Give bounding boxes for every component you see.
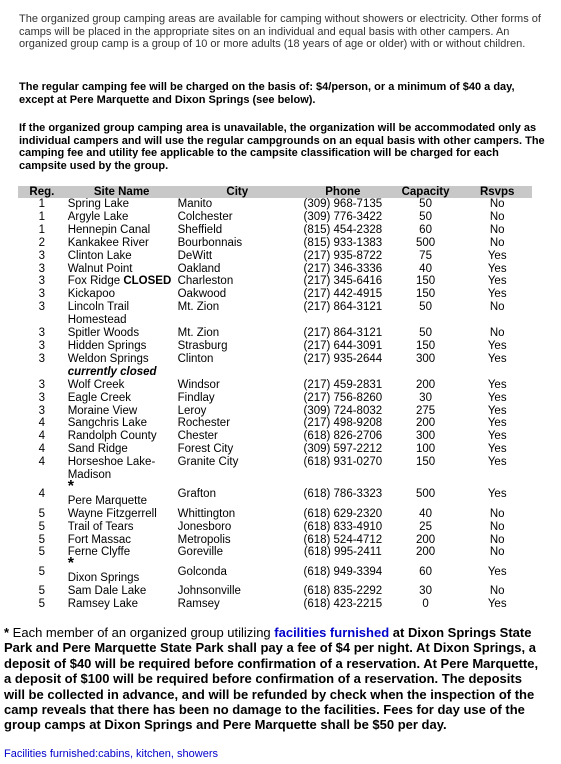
- cell-site: [66, 534, 178, 547]
- cell-capacity: 200: [415, 378, 436, 391]
- table-row: [18, 224, 532, 237]
- table-note-row: [18, 366, 532, 379]
- cell-capacity: 275: [415, 404, 436, 417]
- cell-phone: (217) 864-3121: [303, 301, 383, 314]
- intro-paragraph: The organized group camping areas are available for camping without showers or electricity. Other forms of camps will be placed in the appropriate sites on an individual and equal basis with other campers. An organized group camp is a group of 10 or more adults (18 years of age or older) with or without children.: [19, 13, 541, 51]
- cell-site: [66, 508, 178, 521]
- cell-reg: 4: [38, 430, 46, 443]
- cell-rsvps: Yes: [487, 275, 507, 288]
- cell-phone: (618) 835-2292: [303, 585, 383, 598]
- cell-capacity: 150: [415, 339, 436, 352]
- cell-capacity: 300: [415, 430, 436, 443]
- site-name: Kankakee River: [67, 236, 149, 249]
- site-name: Clinton Lake: [67, 249, 132, 262]
- cell-phone: (309) 968-7135: [303, 198, 383, 210]
- table-row: [18, 327, 532, 340]
- cell-capacity: 50: [419, 327, 432, 340]
- cell-capacity: 500: [415, 488, 436, 501]
- cell-site: [66, 263, 178, 276]
- cell-phone: (618) 995-2411: [303, 546, 382, 559]
- site-name: Fox Ridge: [67, 275, 121, 288]
- cell-phone: (618) 833-4910: [303, 520, 383, 533]
- cell-site: [66, 198, 178, 211]
- cell-capacity: 100: [415, 443, 436, 456]
- site-name: Ferne Clyffe: [67, 546, 131, 559]
- cell-city: Manito: [177, 198, 213, 210]
- cell-city: Bourbonnais: [177, 236, 243, 249]
- cell-phone: (815) 454-2328: [303, 223, 383, 236]
- site-name: Dixon Springs: [67, 572, 140, 585]
- cell-site: [66, 301, 178, 327]
- cell-capacity: 150: [415, 456, 436, 469]
- cell-site: [66, 405, 178, 418]
- header-site: Site Name: [66, 186, 178, 198]
- table-row: [18, 379, 532, 392]
- cell-phone: (309) 776-3422: [303, 210, 383, 223]
- cell-reg: 4: [38, 417, 46, 430]
- cell-rsvps: Yes: [487, 430, 507, 443]
- cell-city: Forest City: [177, 443, 234, 456]
- table-row: [18, 405, 532, 418]
- cell-city: Whittington: [177, 507, 236, 520]
- cell-site: [66, 275, 178, 288]
- site-name: Eagle Creek: [67, 391, 131, 404]
- cell-reg: 4: [38, 488, 46, 501]
- site-name: Sangchris Lake: [67, 417, 147, 430]
- table-row: [18, 237, 532, 250]
- cell-rsvps: No: [489, 236, 505, 249]
- table-row: [18, 250, 532, 263]
- cell-site: [66, 443, 178, 456]
- cell-phone: (217) 345-6416: [303, 275, 383, 288]
- cell-phone: (217) 442-4915: [303, 288, 383, 301]
- cell-reg: 3: [38, 249, 46, 262]
- cell-city: Johnsonville: [177, 585, 241, 598]
- site-name: Randolph County: [67, 430, 157, 443]
- cell-site: [66, 430, 178, 443]
- cell-city: Golconda: [177, 565, 227, 578]
- cell-city: Colchester: [177, 210, 233, 223]
- cell-rsvps: Yes: [487, 378, 507, 391]
- site-name: Sand Ridge: [67, 443, 128, 456]
- cell-capacity: 500: [415, 236, 436, 249]
- cell-rsvps: Yes: [487, 488, 507, 501]
- cell-city: Sheffield: [177, 223, 223, 236]
- cell-city: Windsor: [177, 378, 220, 391]
- cell-capacity: 50: [419, 198, 432, 210]
- table-row: [18, 508, 532, 521]
- cell-rsvps: Yes: [487, 288, 507, 301]
- table-row: [18, 288, 532, 301]
- cell-reg: 5: [38, 585, 46, 598]
- table-row: [18, 456, 532, 482]
- cell-phone: (217) 459-2831: [303, 378, 383, 391]
- cell-site: [66, 340, 178, 353]
- site-name: Walnut Point: [67, 262, 133, 275]
- table-row: [18, 211, 532, 224]
- cell-city: Grafton: [177, 488, 216, 501]
- cell-phone: (815) 933-1383: [303, 236, 383, 249]
- cell-reg: 5: [38, 533, 46, 546]
- cell-reg: 3: [38, 391, 46, 404]
- cell-rsvps: No: [489, 507, 505, 520]
- table-row: [18, 301, 532, 327]
- table-row: [18, 417, 532, 430]
- cell-city: Mt. Zion: [177, 327, 220, 340]
- cell-city: DeWitt: [177, 249, 213, 262]
- cell-phone: (217) 935-8722: [303, 249, 383, 262]
- header-reg: Reg.: [18, 186, 66, 198]
- site-name: Spring Lake: [67, 198, 130, 210]
- cell-phone: (309) 597-2212: [303, 443, 383, 456]
- site-name-line2: Madison: [67, 469, 112, 482]
- asterisk-marker: *: [67, 555, 74, 573]
- table-row: [18, 585, 532, 598]
- cell-rsvps: Yes: [487, 339, 507, 352]
- cell-city: Goreville: [177, 546, 223, 559]
- cell-phone: (217) 644-3091: [303, 339, 383, 352]
- site-name: Horseshoe Lake-: [67, 456, 156, 469]
- table-row: [18, 534, 532, 547]
- cell-rsvps: Yes: [487, 352, 507, 365]
- cell-city: Metropolis: [177, 533, 231, 546]
- cell-rsvps: No: [489, 223, 505, 236]
- cell-site: [66, 288, 178, 301]
- cell-capacity: 75: [419, 249, 432, 262]
- cell-capacity: 40: [419, 262, 432, 275]
- cell-reg: 1: [38, 223, 46, 236]
- cell-phone: (217) 498-9208: [303, 417, 383, 430]
- site-name: Kickapoo: [67, 288, 116, 301]
- table-row: [18, 598, 532, 611]
- cell-site: [66, 237, 178, 250]
- header-capacity: Capacity: [389, 186, 463, 198]
- unavailable-paragraph: If the organized group camping area is unavailable, the organization will be accommodated only as individual campers and will use the regular campgrounds on an equal basis with other campers. The camping fee and utility fee applicable to the campsite classification will be charged for each campsite used by the group.: [19, 122, 545, 172]
- cell-capacity: 25: [419, 520, 432, 533]
- cell-phone: (217) 346-3336: [303, 262, 383, 275]
- footnote-text: at Dixon Springs State Park and Pere Marquette State Park shall pay a fee of $4 per night. At Dixon Springs, a deposit of $40 will be required before confirmation of a reservation. At Pere Marquette, a deposit of $100 will be required before confirmation of a reservation. The deposits will be collected in advance, and will be refunded by check when the inspection of the camp reveals that there has been no damage to the facilities. Fees for day use of the group camps at Dixon Springs and Pere Marquette shall be $50 per day.: [4, 625, 539, 733]
- cell-site: [66, 224, 178, 237]
- cell-site: [66, 211, 178, 224]
- cell-reg: 1: [38, 210, 46, 223]
- table-header-row: [18, 186, 532, 198]
- cell-phone: (217) 864-3121: [303, 327, 383, 340]
- cell-rsvps: No: [489, 301, 505, 314]
- cell-site: [66, 555, 178, 585]
- cell-phone: (217) 935-2644: [303, 352, 383, 365]
- cell-reg: 4: [38, 443, 46, 456]
- cell-reg: 4: [38, 456, 46, 469]
- table-row: [18, 443, 532, 456]
- cell-rsvps: Yes: [487, 598, 507, 611]
- cell-site: [66, 379, 178, 392]
- status-note: currently closed: [67, 365, 157, 378]
- site-name: Moraine View: [67, 404, 138, 417]
- cell-city: Oakwood: [177, 288, 227, 301]
- camps-table: [18, 186, 532, 611]
- cell-city: Clinton: [177, 352, 214, 365]
- asterisk-marker: *: [67, 477, 74, 495]
- cell-phone: (618) 423-2215: [303, 598, 383, 611]
- cell-rsvps: No: [489, 533, 505, 546]
- cell-city: Oakland: [177, 262, 221, 275]
- table-row: [18, 263, 532, 276]
- cell-rsvps: No: [489, 585, 505, 598]
- site-name: Argyle Lake: [67, 210, 129, 223]
- site-name: Ramsey Lake: [67, 598, 139, 611]
- site-name: Hennepin Canal: [67, 223, 151, 236]
- cell-reg: 3: [38, 404, 46, 417]
- cell-capacity: 60: [419, 565, 432, 578]
- cell-reg: 3: [38, 339, 46, 352]
- cell-rsvps: No: [489, 198, 505, 210]
- cell-capacity: 200: [415, 417, 436, 430]
- header-phone: Phone: [297, 186, 389, 198]
- cell-rsvps: No: [489, 327, 505, 340]
- site-name: Sam Dale Lake: [67, 585, 147, 598]
- site-name-line2: Homestead: [67, 314, 127, 327]
- cell-city: Findlay: [177, 391, 215, 404]
- footnote-lead: Each member of an organized group utilizing: [9, 625, 275, 640]
- site-name: Fort Massac: [67, 533, 131, 546]
- site-name: Trail of Tears: [67, 520, 134, 533]
- cell-city: Strasburg: [177, 339, 228, 352]
- cell-reg: 5: [38, 598, 46, 611]
- cell-site: [66, 598, 178, 611]
- cell-reg: 3: [38, 378, 46, 391]
- cell-capacity: 300: [415, 352, 436, 365]
- cell-rsvps: No: [489, 210, 505, 223]
- cell-reg: 5: [38, 565, 46, 578]
- site-name: Hidden Springs: [67, 339, 147, 352]
- cell-city: Charleston: [177, 275, 234, 288]
- table-row: [18, 559, 532, 585]
- header-rsvps: Rsvps: [462, 186, 532, 198]
- table-row: [18, 430, 532, 443]
- cell-capacity: 200: [415, 533, 436, 546]
- cell-city: Rochester: [177, 417, 231, 430]
- cell-capacity: 200: [415, 546, 436, 559]
- cell-site: [66, 585, 178, 598]
- cell-phone: (618) 949-3394: [303, 565, 383, 578]
- cell-capacity: 50: [419, 301, 432, 314]
- cell-reg: 2: [38, 236, 46, 249]
- table-row: [18, 275, 532, 288]
- site-name: Wolf Creek: [67, 378, 125, 391]
- cell-reg: 5: [38, 546, 46, 559]
- cell-capacity: 0: [422, 598, 429, 611]
- table-row: [18, 482, 532, 508]
- table-row: [18, 198, 532, 211]
- cell-capacity: 40: [419, 507, 432, 520]
- cell-rsvps: Yes: [487, 249, 507, 262]
- cell-capacity: 30: [419, 391, 432, 404]
- cell-phone: (618) 629-2320: [303, 507, 383, 520]
- site-name: Wayne Fitzgerrell: [67, 507, 157, 520]
- cell-capacity: 30: [419, 585, 432, 598]
- cell-reg: 3: [38, 327, 46, 340]
- cell-capacity: 60: [419, 223, 432, 236]
- cell-site: [66, 250, 178, 263]
- cell-reg: 5: [38, 507, 46, 520]
- cell-rsvps: Yes: [487, 262, 507, 275]
- cell-reg: 3: [38, 275, 46, 288]
- footnote-star: *: [4, 625, 10, 640]
- cell-reg: 1: [38, 198, 46, 210]
- cell-phone: (618) 931-0270: [303, 456, 383, 469]
- cell-rsvps: Yes: [487, 417, 507, 430]
- cell-city: Leroy: [177, 404, 207, 417]
- cell-phone: (618) 786-3323: [303, 488, 383, 501]
- table-row: [18, 392, 532, 405]
- cell-site: [66, 417, 178, 430]
- cell-site: [66, 546, 178, 559]
- facilities-line[interactable]: Facilities furnished:cabins, kitchen, showers: [4, 748, 218, 760]
- cell-phone: (618) 524-4712: [303, 533, 383, 546]
- site-name: Spitler Woods: [67, 327, 140, 340]
- facilities-link[interactable]: facilities furnished: [274, 625, 390, 640]
- cell-capacity: 150: [415, 288, 436, 301]
- closed-label: CLOSED: [123, 275, 172, 288]
- site-name: Pere Marquette: [67, 494, 147, 507]
- cell-city: Jonesboro: [177, 520, 232, 533]
- cell-reg: 3: [38, 301, 46, 314]
- cell-reg: 3: [38, 352, 46, 365]
- cell-site: [66, 456, 178, 482]
- cell-capacity: 50: [419, 210, 432, 223]
- cell-reg: 3: [38, 262, 46, 275]
- cell-rsvps: Yes: [487, 404, 507, 417]
- fee-paragraph: The regular camping fee will be charged on the basis of: $4/person, or a minimum of $40 a day, except at Pere Marquette and Dixon Springs (see below).: [19, 81, 515, 106]
- header-city: City: [178, 186, 297, 198]
- cell-capacity: 150: [415, 275, 436, 288]
- cell-city: Chester: [177, 430, 218, 443]
- cell-rsvps: No: [489, 546, 505, 559]
- cell-reg: 5: [38, 520, 46, 533]
- cell-site: [66, 477, 178, 508]
- cell-site: [66, 392, 178, 405]
- cell-site: [66, 521, 178, 534]
- cell-phone: (309) 724-8032: [303, 404, 383, 417]
- table-row: [18, 546, 532, 559]
- site-name: Lincoln Trail: [67, 301, 130, 314]
- cell-phone: (618) 826-2706: [303, 430, 383, 443]
- site-name: Weldon Springs: [67, 352, 149, 365]
- cell-rsvps: No: [489, 520, 505, 533]
- cell-phone: (217) 756-8260: [303, 391, 383, 404]
- cell-site: [66, 353, 178, 366]
- table-row: [18, 521, 532, 534]
- cell-rsvps: Yes: [487, 456, 507, 469]
- cell-city: Mt. Zion: [177, 301, 220, 314]
- cell-city: Granite City: [177, 456, 239, 469]
- table-body: [18, 198, 532, 611]
- cell-rsvps: Yes: [487, 443, 507, 456]
- cell-rsvps: Yes: [487, 565, 507, 578]
- table-row: [18, 340, 532, 353]
- cell-reg: 3: [38, 288, 46, 301]
- cell-rsvps: Yes: [487, 391, 507, 404]
- cell-site: [66, 327, 178, 340]
- footnote: [4, 625, 544, 733]
- table-row: [18, 353, 532, 366]
- cell-city: Ramsey: [177, 598, 220, 611]
